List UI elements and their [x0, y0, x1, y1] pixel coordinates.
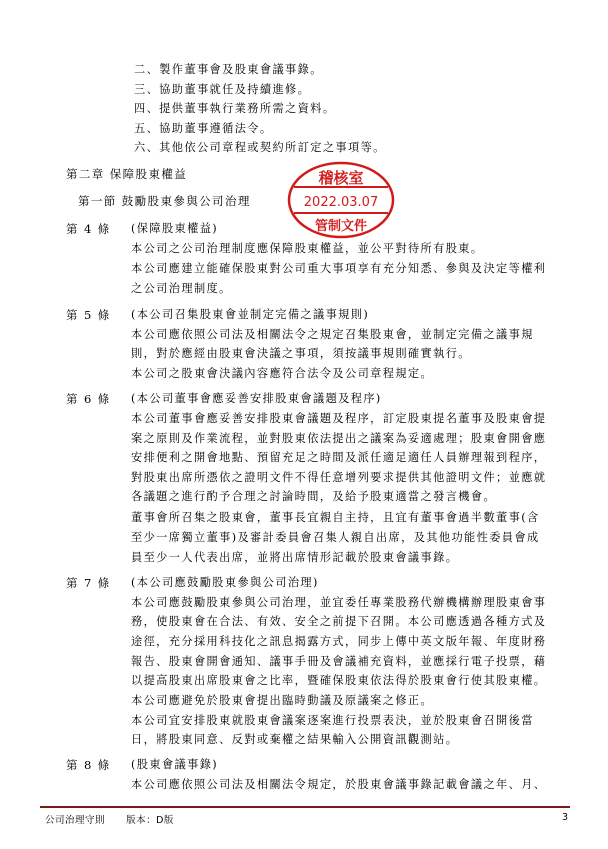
stamp-bottom-text: 管制文件 — [314, 219, 368, 234]
article-text-line: 日，將股東同意、反對或棄權之結果輸入公開資訊觀測站。 — [131, 733, 459, 746]
article-number: 第 5 條 — [66, 308, 111, 322]
list-item: 二、製作董事會及股東會議事錄。 — [134, 63, 323, 76]
article-title: (本公司召集股東會並制定完備之議事規則) — [131, 308, 370, 321]
article-number: 第 4 條 — [66, 222, 111, 236]
footer-page-number: 3 — [562, 812, 569, 823]
article-text-line: 至少一席獨立董事)及審計委員會召集人親自出席，及其他功能性委員會成 — [131, 531, 540, 544]
article-title: (股東會議事錄) — [131, 758, 219, 771]
chapter-heading: 第二章 保障股東權益 — [66, 167, 188, 181]
article-text-line: 本公司應依照公司法及相關法令規定，於股東會議事錄記載會議之年、月、 — [131, 778, 547, 791]
article-number: 第 6 條 — [66, 392, 111, 406]
article-text-line: 案之原則及作業流程，並對股東依法提出之議案為妥適處理；股東會開會應 — [131, 432, 547, 445]
article-text-line: 本公司應避免於股東會提出臨時動議及原議案之修正。 — [131, 694, 434, 707]
article-text-line: 報告、股東會開會通知、議事手冊及會議補充資料，並應採行電子投票，藉 — [131, 655, 547, 668]
article-title: (本公司董事會應妥善安排股東會議題及程序) — [131, 392, 382, 405]
footer-doc-name: 公司治理守則 — [45, 815, 106, 826]
article-number: 第 7 條 — [66, 576, 111, 590]
stamp-graphic — [286, 160, 396, 240]
footer-divider — [40, 806, 570, 808]
article-text-line: 員至少一人代表出席，並將出席情形記載於股東會議事錄。 — [131, 551, 459, 564]
article-text-line: 本公司應建立能確保股東對公司重大事項享有充分知悉、參與及決定等權利 — [131, 262, 547, 275]
audit-stamp — [286, 160, 396, 240]
footer-doc-info — [45, 812, 174, 826]
article-text-line: 本公司應依照公司法及相關法令之規定召集股東會，並制定完備之議事規 — [131, 328, 534, 341]
article-text-line: 董事會所召集之股東會，董事長宜親自主持，且宜有董事會過半數董事(含 — [131, 511, 540, 524]
article-text-line: 本公司之公司治理制度應保障股東權益，並公平對待所有股東。 — [131, 242, 484, 255]
article-text-line: 之公司治理制度。 — [131, 282, 232, 295]
article-text-line: 本公司宜安排股東就股東會議案逐案進行投票表決，並於股東會召開後當 — [131, 714, 534, 727]
article-text-line: 對股東出席所憑依之證明文件不得任意增列要求提供其他證明文件；並應就 — [131, 471, 547, 484]
article-title: (本公司應鼓勵股東參與公司治理) — [131, 576, 319, 589]
article-text-line: 途徑，充分採用科技化之訊息揭露方式，同步上傳中英文版年報、年度財務 — [131, 635, 547, 648]
article-text-line: 務，使股東會在合法、有效、安全之前提下召開。本公司應透過各種方式及 — [131, 615, 547, 628]
list-item: 三、協助董事就任及持續進修。 — [134, 83, 311, 96]
article-text-line: 則，對於應經由股東會決議之事項，須按議事規則確實執行。 — [131, 347, 471, 360]
footer-version: 版本：D版 — [126, 815, 174, 826]
section-heading: 第一節 鼓勵股東參與公司治理 — [78, 194, 251, 208]
list-item: 四、提供董事執行業務所需之資料。 — [134, 102, 336, 115]
stamp-top-text: 稽核室 — [318, 169, 364, 187]
article-text-line: 以提高股東出席股東會之比率，暨確保股東依法得於股東會行使其股東權。 — [131, 674, 547, 687]
article-text-line: 各議題之進行酌予合理之討論時間，及給予股東適當之發言機會。 — [131, 490, 497, 503]
article-text-line: 安排便利之開會地點、預留充足之時間及派任適足適任人員辦理報到程序， — [131, 451, 547, 464]
list-item: 五、協助董事遵循法令。 — [134, 122, 273, 135]
article-title: (保障股東權益) — [131, 222, 219, 235]
article-number: 第 8 條 — [66, 758, 111, 772]
article-text-line: 本公司董事會應妥善安排股東會議題及程序，訂定股東提名董事及股東會提 — [131, 412, 547, 425]
article-text-line: 本公司應鼓勵股東參與公司治理，並宜委任專業股務代辦機構辦理股東會事 — [131, 596, 547, 609]
stamp-date-text: 2022.03.07 — [303, 195, 379, 210]
list-item: 六、其他依公司章程或契約所訂定之事項等。 — [134, 141, 386, 154]
article-text-line: 本公司之股東會決議內容應符合法令及公司章程規定。 — [131, 367, 434, 380]
